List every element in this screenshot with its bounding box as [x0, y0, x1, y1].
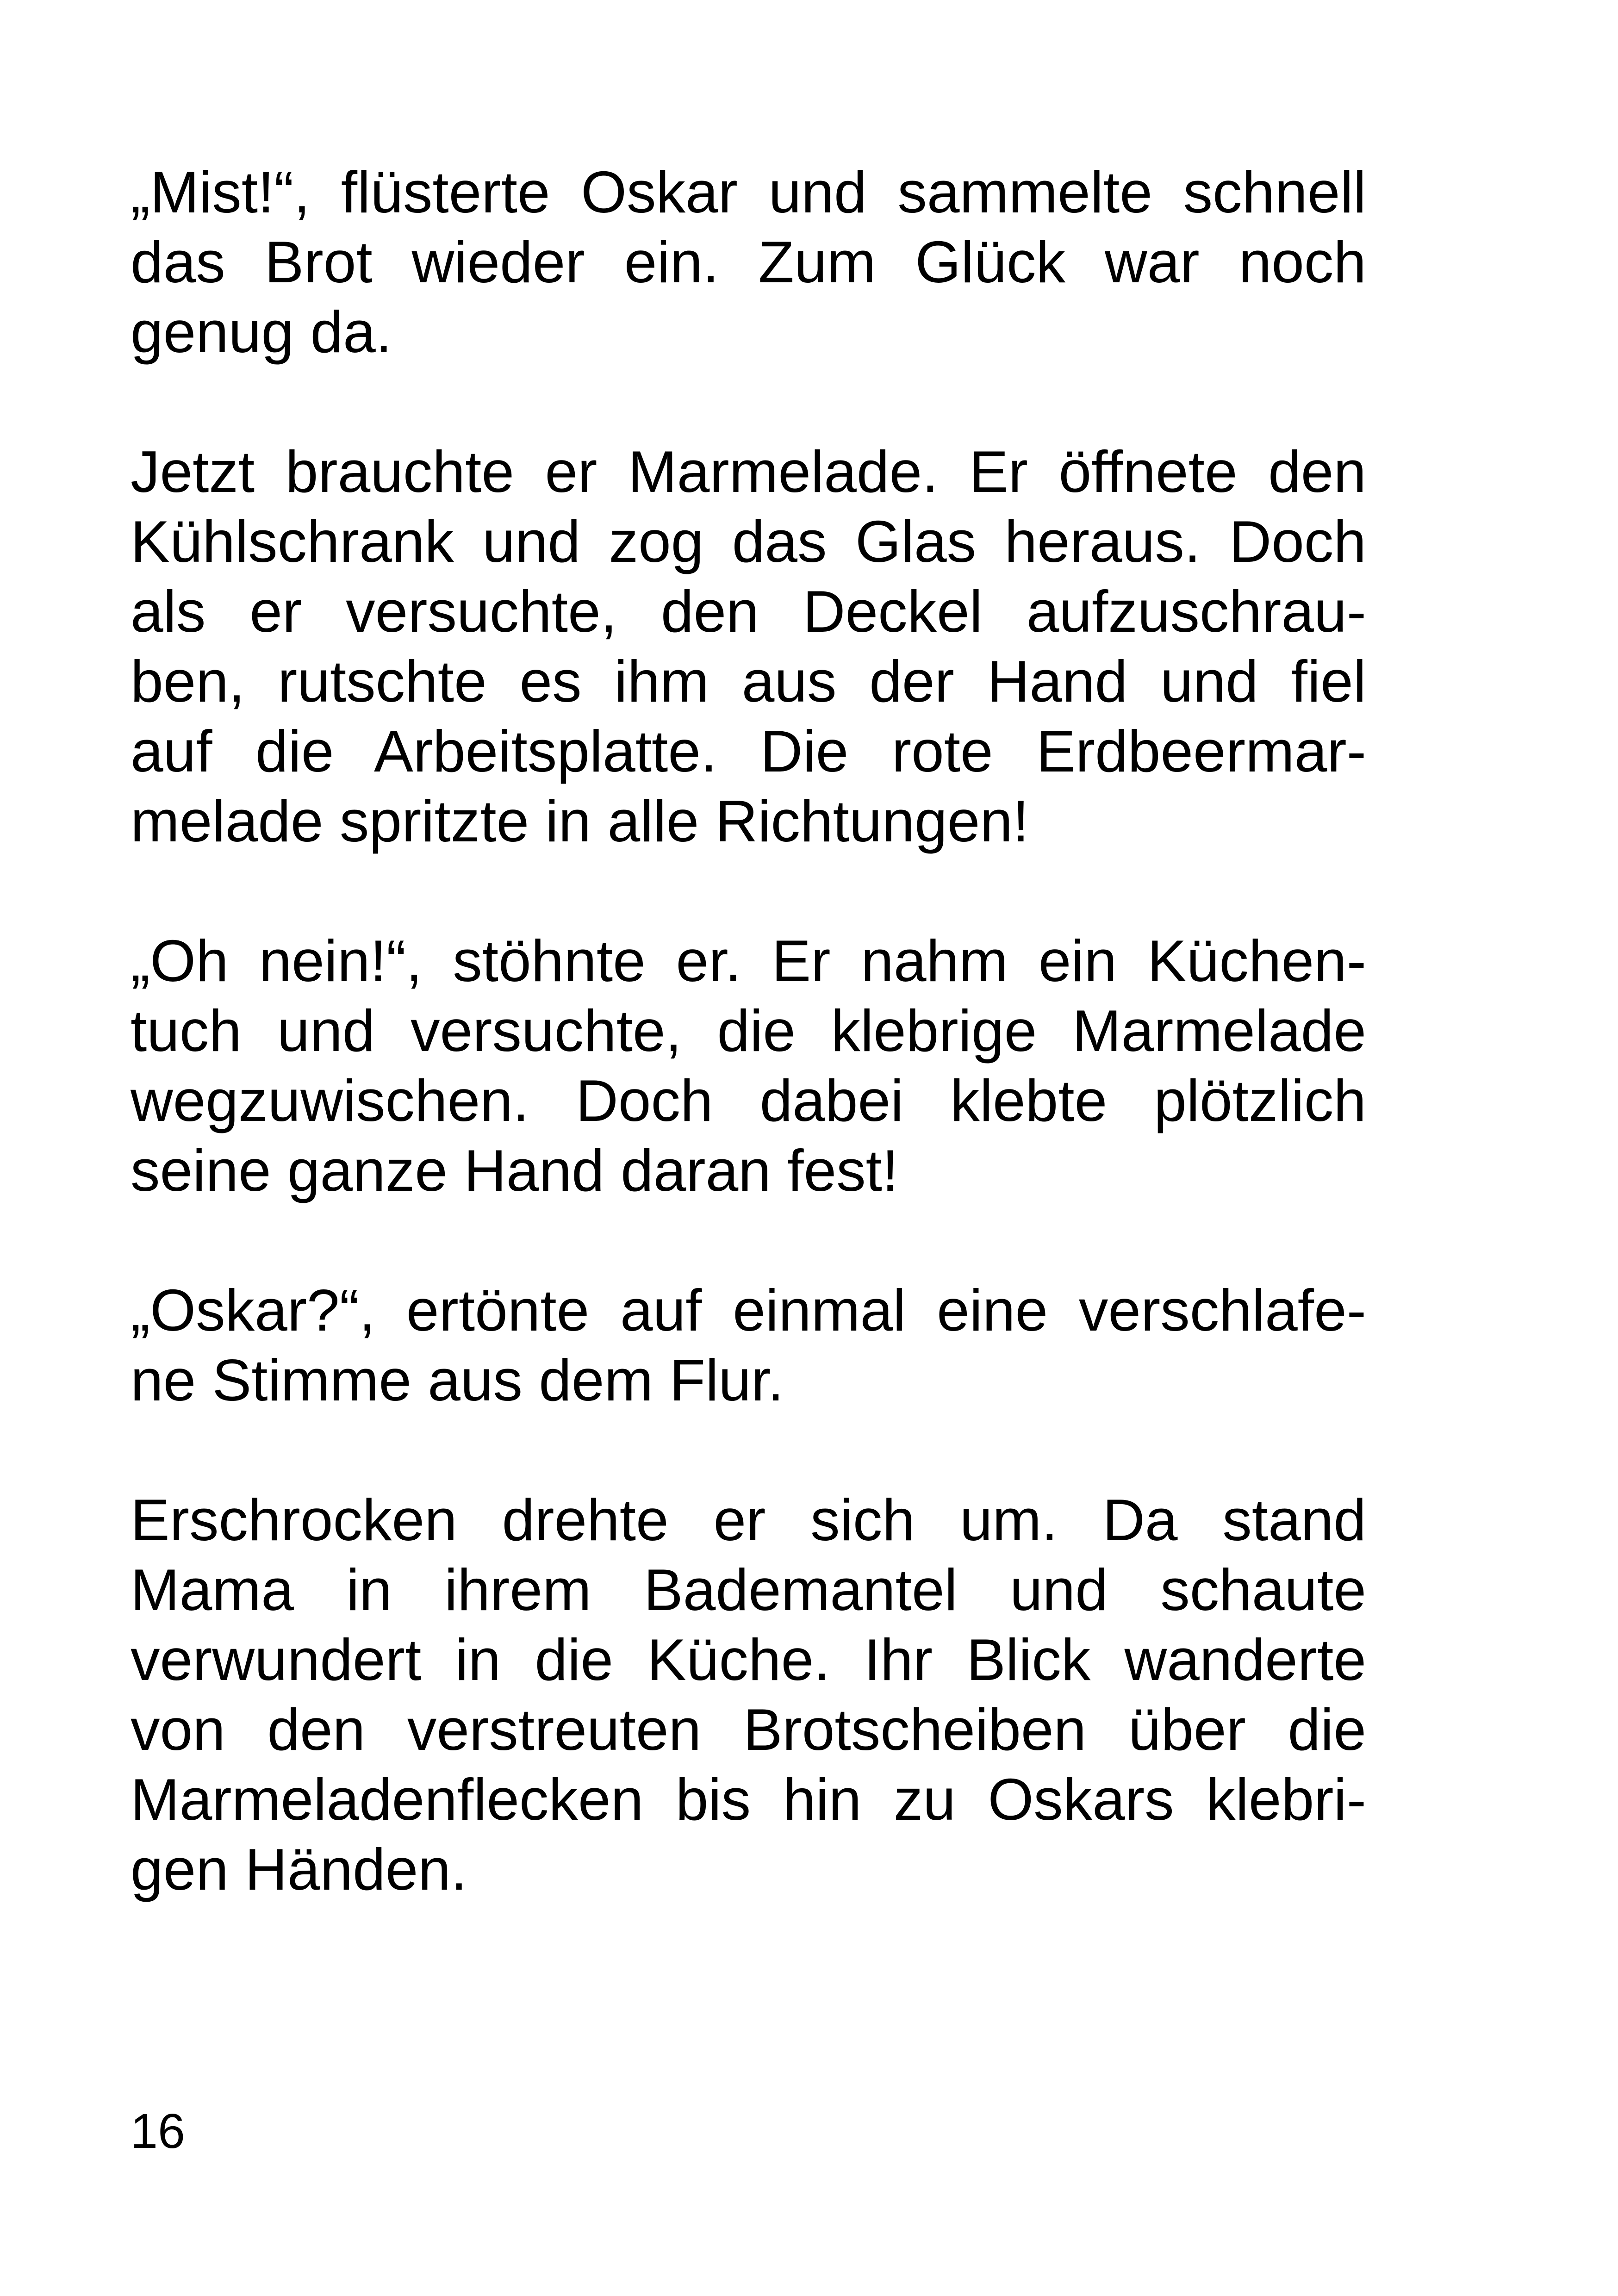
paragraph-4 — [131, 1276, 1366, 1415]
text-line: „Mist!“, flüsterte Oskar und sammelte schnell — [131, 159, 1366, 225]
text-line: das Brot wieder ein. Zum Glück war noch — [131, 229, 1366, 295]
text-line: Kühlschrank und zog das Glas heraus. Doch — [131, 509, 1366, 574]
text-line: Marmeladenflecken bis hin zu Oskars klebri- — [131, 1767, 1366, 1832]
story-text — [131, 157, 1366, 1974]
text-line: als er versuchte, den Deckel aufzuschrau- — [131, 579, 1366, 644]
text-line: Erschrocken drehte er sich um. Da stand — [131, 1487, 1366, 1553]
text-line: „Oskar?“, ertönte auf einmal eine verschlafe- — [131, 1277, 1366, 1343]
paragraph-1 — [131, 157, 1366, 367]
text-line: Jetzt brauchte er Marmelade. Er öffnete den — [131, 439, 1366, 504]
text-line: tuch und versuchte, die klebrige Marmelade — [131, 998, 1366, 1064]
text-line: verwundert in die Küche. Ihr Blick wanderte — [131, 1627, 1366, 1692]
paragraph-5 — [131, 1485, 1366, 1904]
text-line: seine ganze Hand daran fest! — [131, 1138, 899, 1203]
paragraph-3 — [131, 926, 1366, 1206]
text-line: genug da. — [131, 299, 392, 365]
text-line: „Oh nein!“, stöhnte er. Er nahm ein Küchen- — [131, 928, 1366, 994]
text-line: ne Stimme aus dem Flur. — [131, 1347, 784, 1413]
paragraph-2 — [131, 437, 1366, 856]
text-line: Mama in ihrem Bademantel und schaute — [131, 1557, 1366, 1623]
page-number: 16 — [131, 2104, 185, 2159]
text-line: ben, rutschte es ihm aus der Hand und fiel — [131, 648, 1366, 714]
text-line: wegzuwischen. Doch dabei klebte plötzlich — [131, 1068, 1366, 1133]
text-line: von den verstreuten Brotscheiben über die — [131, 1697, 1366, 1762]
text-line: auf die Arbeitsplatte. Die rote Erdbeermar- — [131, 718, 1366, 784]
text-line: melade spritzte in alle Richtungen! — [131, 788, 1029, 854]
text-line: gen Händen. — [131, 1836, 467, 1902]
